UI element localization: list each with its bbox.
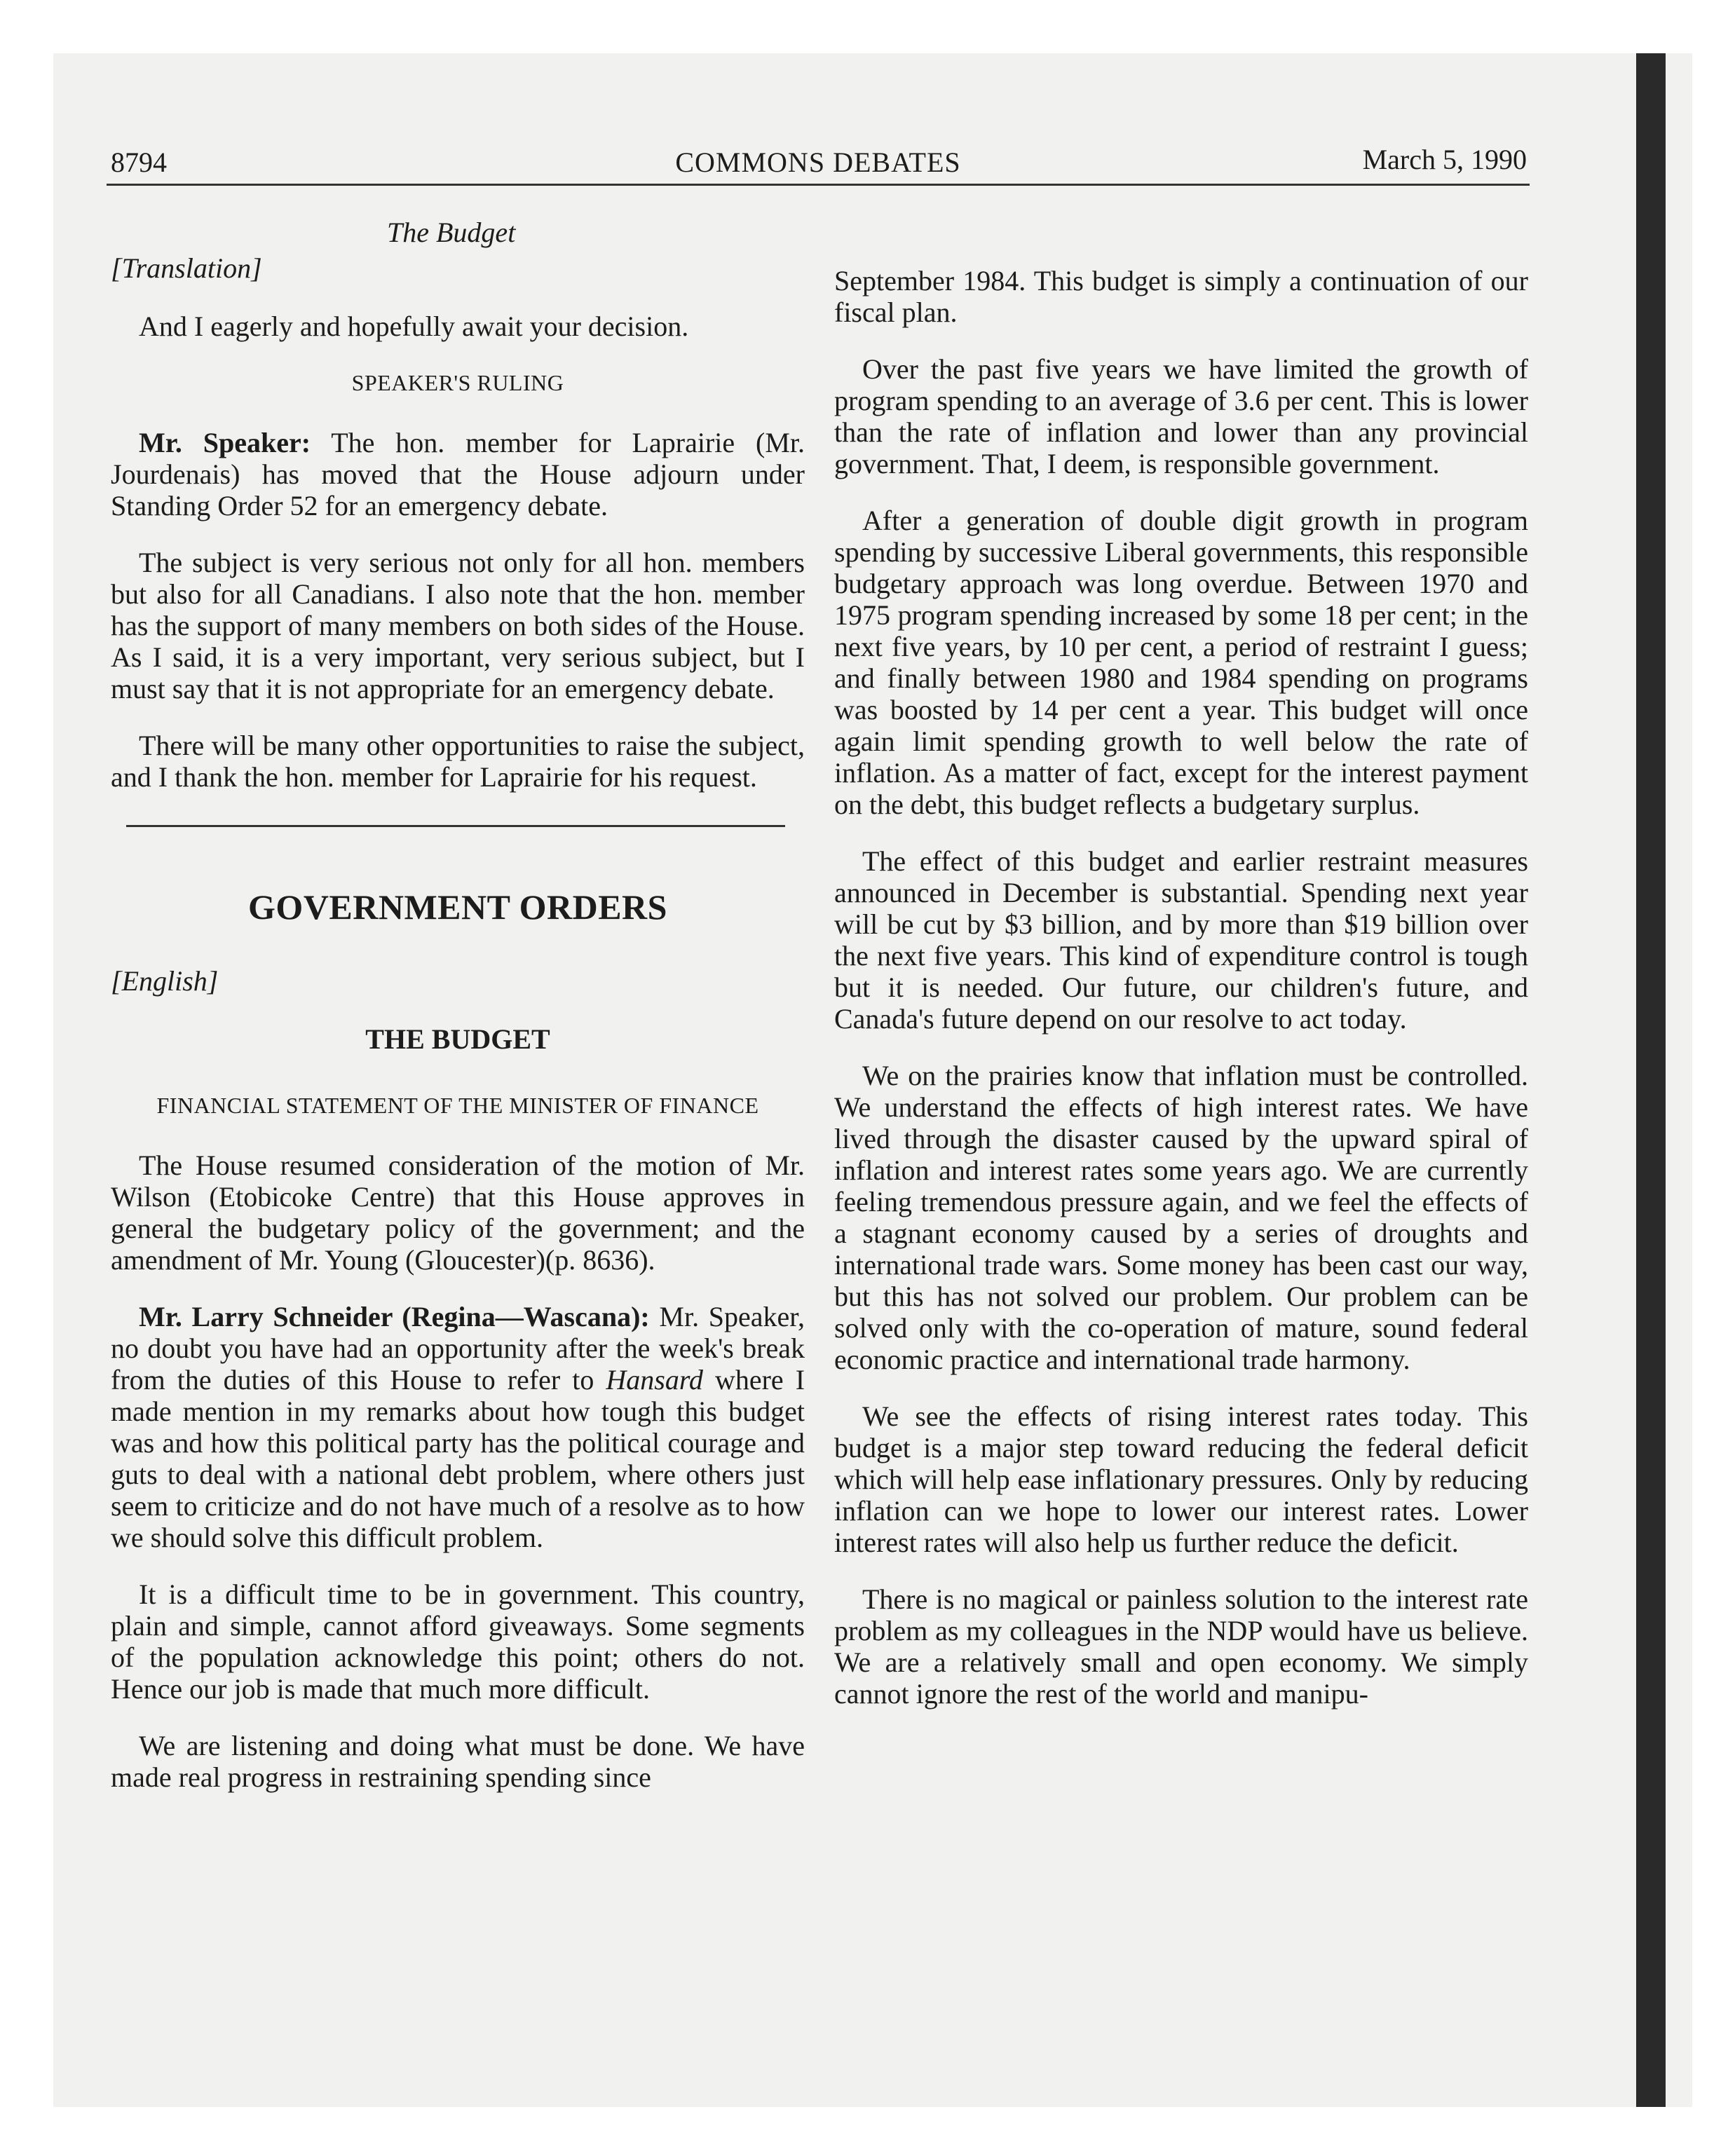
paragraph-await: And I eagerly and hopefully await your decision. bbox=[139, 311, 689, 342]
page-number: 8794 bbox=[111, 146, 167, 178]
paragraph-effect: The effect of this budget and earlier restraint measures announced in December is substantial. Spending next year will be cut by $3 billion, and by more than $19 billion over the next five years. This kind of expenditure control is tough but it is needed. Our future, our children's future, and Canada's future depend on our resolve to act today. bbox=[834, 845, 1528, 1035]
paragraph-past-five-years: Over the past five years we have limited the growth of program spending to an average of 3.6 per cent. This is lower than the rate of inflation and lower than any provincial government. That, I deem, is responsible government. bbox=[834, 353, 1528, 479]
speakers-ruling-heading: SPEAKER'S RULING bbox=[351, 370, 564, 395]
paragraph-difficult: It is a difficult time to be in government. This country, plain and simple, cannot afford giveaways. Some segments of the population acknowledge this point; others do not. Hence our job is made that much more difficult. bbox=[111, 1578, 805, 1705]
speaker-text: The hon. member for Laprairie (Mr. Jourdenais) has moved that the House adjourn under Standing Order 52 for an emergency debate. bbox=[111, 427, 805, 521]
schneider-name: Mr. Larry Schneider (Regina—Wascana): bbox=[139, 1301, 650, 1332]
paragraph-resumed: The House resumed consideration of the motion of Mr. Wilson (Etobicoke Centre) that this House approves in general the budgetary policy of the government; and the amendment of Mr. Young (Gloucester)(p. 8636). bbox=[111, 1149, 805, 1276]
schneider-text-b: where I made mention in my remarks about how tough this budget was and how this political party has the political courage and guts to deal with a national debt problem, where others just seem to criticize and do not have much of a resolve as to how we should solve this difficult problem. bbox=[111, 1364, 805, 1553]
paragraph-listening: We are listening and doing what must be done. We have made real progress in restraining spending since bbox=[111, 1730, 805, 1793]
paragraph-speaker-2: The subject is very serious not only for all hon. members but also for all Canadians. I also note that the hon. member has the support of many members on both sides of the House. As I said, it is a very important, very serious subject, but I must say that it is not appropriate for an emergency debate. bbox=[111, 547, 805, 704]
paragraph-rising-rates: We see the effects of rising interest rates today. This budget is a major step toward reducing the federal deficit which will help ease inflationary pressures. Only by reducing inflation can we hope to lower our interest rates. Lower interest rates will also help us further reduce the deficit. bbox=[834, 1400, 1528, 1558]
running-head: The Budget bbox=[387, 217, 516, 248]
paragraph-continuation: September 1984. This budget is simply a continuation of our fiscal plan. bbox=[834, 265, 1528, 328]
english-tag: [English] bbox=[111, 965, 219, 997]
left-column bbox=[111, 252, 805, 1818]
the-budget-heading: THE BUDGET bbox=[365, 1023, 550, 1055]
paragraph-speaker-1 bbox=[111, 427, 805, 521]
paragraph-schneider bbox=[111, 1301, 805, 1553]
hansard-reference: Hansard bbox=[606, 1364, 703, 1396]
page-header bbox=[107, 140, 1530, 186]
scan-edge-shadow bbox=[1636, 53, 1666, 2107]
paragraph-prairies: We on the prairies know that inflation must be controlled. We understand the effects of high interest rates. We have lived through the disaster caused by the upward spiral of inflation and interest rates some years ago. We are currently feeling tremendous pressure again, and we feel the effects of a stagnant economy caused by a series of droughts and international trade wars. Some money has been cast our way, but this has not solved our problem. Our problem can be solved only with the co-operation of mature, sound federal economic practice and international trade harmony. bbox=[834, 1060, 1528, 1375]
publication-date: March 5, 1990 bbox=[1362, 144, 1527, 175]
document-page bbox=[107, 140, 1530, 1793]
speaker-name: Mr. Speaker: bbox=[139, 427, 311, 458]
translation-tag: [Translation] bbox=[111, 252, 262, 284]
government-orders-heading: GOVERNMENT ORDERS bbox=[248, 887, 667, 927]
publication-title: COMMONS DEBATES bbox=[675, 146, 961, 178]
paragraph-magical: There is no magical or painless solution to the interest rate problem as my colleagues in the NDP would have us believe. We are a relatively small and open economy. We simply cannot ignore the rest of the world and manipu- bbox=[834, 1583, 1528, 1710]
paragraph-generation: After a generation of double digit growth in program spending by successive Liberal governments, this responsible budgetary approach was long overdue. Between 1970 and 1975 program spending increased by some 18 per cent; in the next five years, by 10 per cent, a period of restraint I guess; and finally between 1980 and 1984 spending on programs was boosted by 14 per cent a year. This budget will once again limit spending growth to well below the rate of inflation. As a matter of fact, except for the interest payment on the debt, this budget reflects a budgetary surplus. bbox=[834, 505, 1528, 820]
paragraph-speaker-3: There will be many other opportunities to raise the subject, and I thank the hon. member for Laprairie for his request. bbox=[111, 730, 805, 793]
right-column bbox=[834, 265, 1528, 1735]
financial-statement-heading: FINANCIAL STATEMENT OF THE MINISTER OF FINANCE bbox=[156, 1093, 759, 1118]
section-divider bbox=[126, 825, 785, 827]
schneider-text-a: Mr. Speaker, no doubt you have had an opportunity after the week's break from the duties of this House to refer to bbox=[111, 1301, 805, 1396]
